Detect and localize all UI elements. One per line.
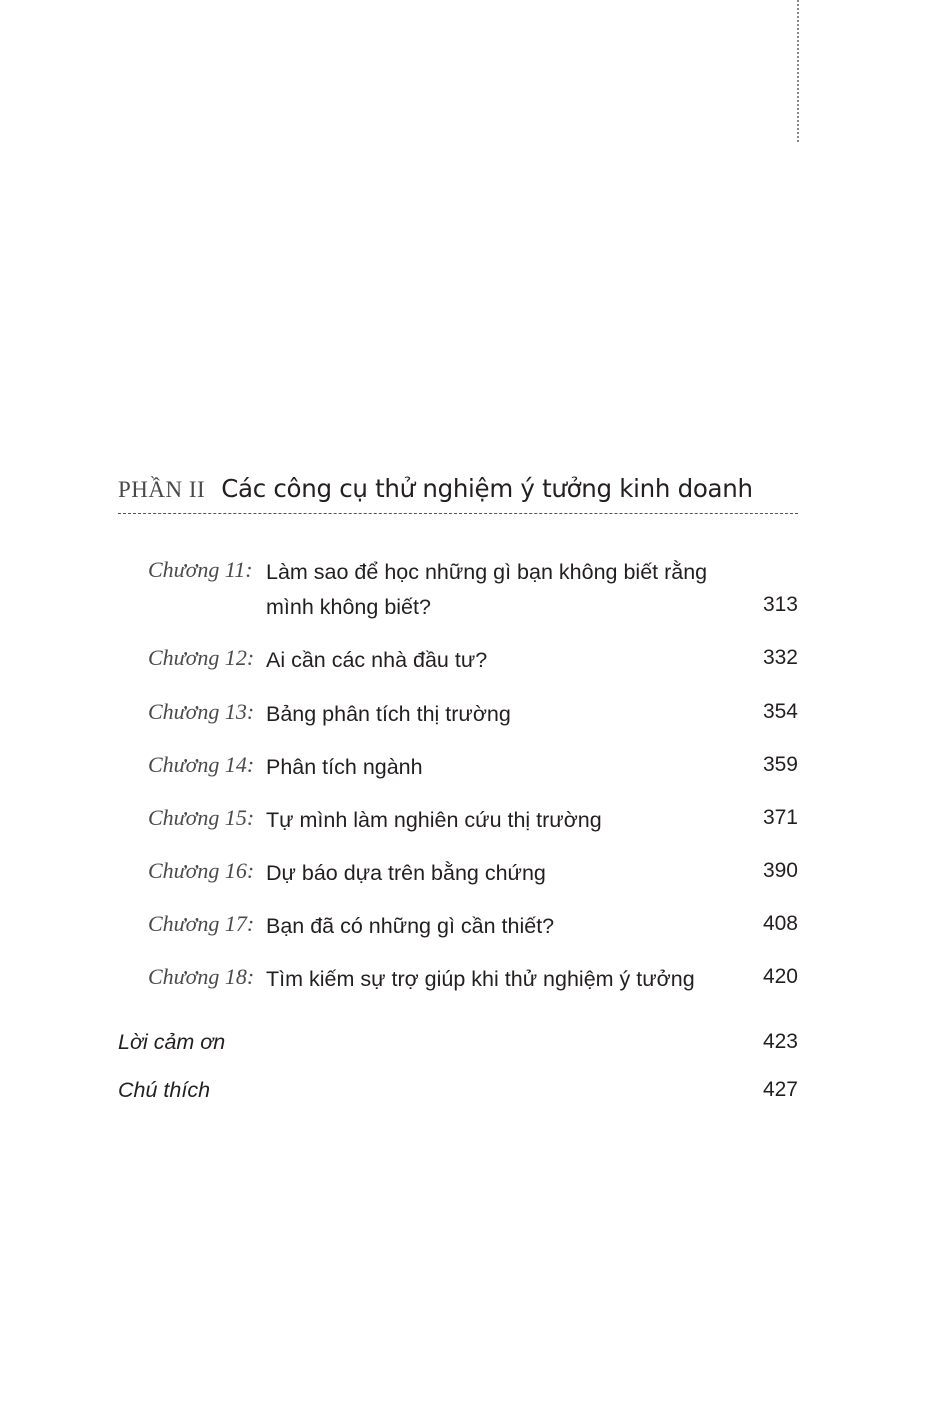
chapter-page-number: 408 [762,912,798,935]
chapter-label: Chương 16: [148,858,255,883]
chapter-page-number: 313 [762,593,798,616]
toc-entry-chapter-18[interactable] [148,962,798,998]
chapter-label: Chương 12: [148,645,255,670]
toc-entry-chapter-13[interactable] [148,697,798,733]
chapter-title: Phân tích ngành [266,755,423,779]
chapter-title: Tìm kiếm sự trợ giúp khi thử nghiệm ý tưởng [266,967,695,991]
chapter-label: Chương 13: [148,699,255,724]
toc-entry-chapter-12[interactable] [148,643,798,679]
chapter-label: Chương 15: [148,805,255,830]
toc-entry-chapter-17[interactable] [148,909,798,945]
part-title: Các công cụ thử nghiệm ý tưởng kinh doanh [221,474,753,503]
back-matter-label: Chú thích [118,1078,211,1102]
toc-entry-chapter-15[interactable] [148,803,798,839]
back-matter-page-number: 427 [762,1078,798,1101]
chapter-page-number: 371 [762,806,798,829]
chapter-page-number: 354 [762,700,798,723]
part-label: PHẦN II [118,477,206,502]
toc-entry-acknowledgements[interactable] [118,1030,798,1062]
chapter-title: Làm sao để học những gì bạn không biết rằng mình không biết? [266,560,708,619]
chapter-title: Bạn đã có những gì cần thiết? [266,914,555,938]
chapter-label: Chương 18: [148,964,255,989]
back-matter-page-number: 423 [762,1030,798,1053]
chapter-label: Chương 17: [148,911,255,936]
chapter-page-number: 420 [762,965,798,988]
toc-entry-notes[interactable] [118,1078,798,1110]
part-heading [118,474,798,514]
back-matter-label: Lời cảm ơn [118,1030,226,1054]
chapter-page-number: 390 [762,859,798,882]
chapter-title: Tự mình làm nghiên cứu thị trường [266,808,602,832]
chapter-title: Dự báo dựa trên bằng chứng [266,861,546,885]
chapter-page-number: 359 [762,753,798,776]
chapter-label: Chương 11: [148,557,253,582]
chapter-page-number: 332 [762,646,798,669]
part-divider [118,513,798,514]
margin-dotted-rule [797,0,799,142]
chapter-title: Bảng phân tích thị trường [266,702,511,726]
toc-entry-chapter-14[interactable] [148,750,798,786]
chapter-title: Ai cần các nhà đầu tư? [266,648,488,672]
chapter-label: Chương 14: [148,752,255,777]
toc-entry-chapter-11[interactable] [148,555,798,627]
toc-entry-chapter-16[interactable] [148,856,798,892]
